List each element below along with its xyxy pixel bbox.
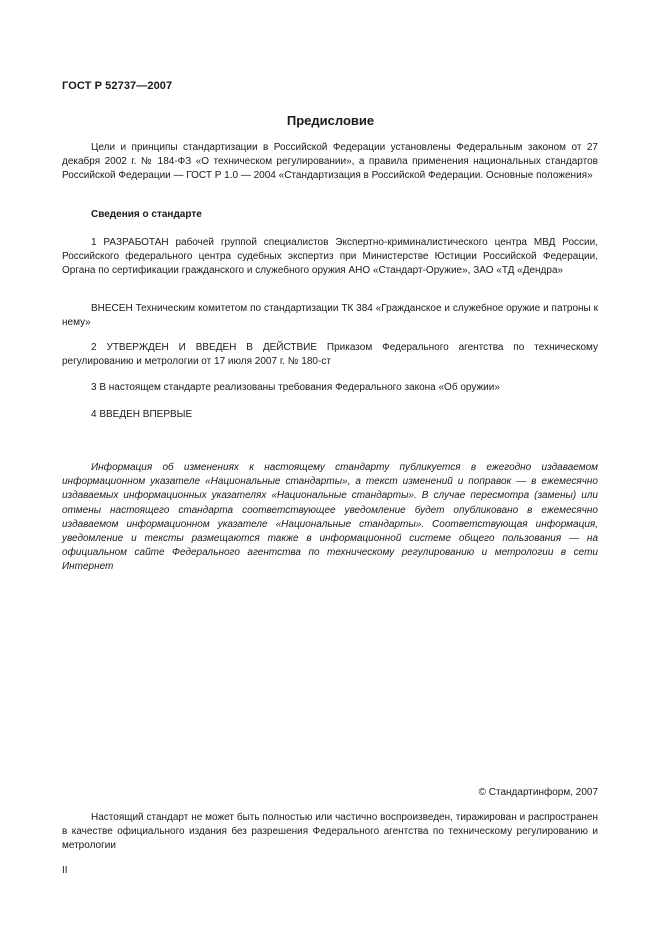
section-subheading: Сведения о стандарте xyxy=(91,209,202,220)
document-code: ГОСТ Р 52737—2007 xyxy=(62,80,173,92)
introduced-by-paragraph: ВНЕСЕН Техническим комитетом по стандартизации ТК 384 «Гражданское и служебное оружие и патроны к нему» xyxy=(62,303,598,329)
first-introduced-paragraph: 4 ВВЕДЕН ВПЕРВЫЕ xyxy=(91,409,193,420)
reproduction-notice: Настоящий стандарт не может быть полностью или частично воспроизведен, тиражирован и распространен в качестве официального издания без разрешения Федерального агентства по техническому регулированию и метрологии xyxy=(62,812,598,852)
page-number: II xyxy=(62,865,68,876)
requirements-paragraph: 3 В настоящем стандарте реализованы требования Федерального закона «Об оружии» xyxy=(91,382,500,393)
intro-paragraph: Цели и принципы стандартизации в Российской Федерации установлены Федеральным законом от 27 декабря 2002 г. № 184-ФЗ «О техническом регулировании», а правила применения национальных стандартов Российской Федерации — ГОСТ Р 1.0 — 2004 «Стандартизация в Российской Федерации. Основные положения» xyxy=(62,142,598,182)
info-notice-paragraph: Информация об изменениях к настоящему стандарту публикуется в ежегодно издаваемом информационном указателе «Национальные стандарты», а текст изменений и поправок — в ежемесячно издаваемых информационных указателях «Национальные стандарты». В случае пересмотра (замены) или отмены настоящего стандарта соответствующее уведомление будет опубликовано в ежемесячно издаваемом информационном указателе «Национальные стандарты». Соответствующая информация, уведомление и тексты размещаются также в информационной системе общего пользования — на официальном сайте Федерального агентства по техническому регулированию и метрологии в сети Интернет xyxy=(62,462,598,573)
page-title: Предисловие xyxy=(286,113,375,128)
copyright-notice: © Стандартинформ, 2007 xyxy=(478,787,598,798)
approved-paragraph: 2 УТВЕРЖДЕН И ВВЕДЕН В ДЕЙСТВИЕ Приказом Федерального агентства по техническому регулированию и метрологии от 17 июля 2007 г. № 180-ст xyxy=(62,342,598,368)
developed-by-paragraph: 1 РАЗРАБОТАН рабочей группой специалистов Экспертно-криминалистического центра МВД России, Российского федерального центра судебных экспертиз при Министерстве Юстиции Российской Федерации, Органа по сертификации гражданского и служебного оружия АНО «Стандарт-Оружие», ЗАО «ТД «Дендра» xyxy=(62,237,598,277)
